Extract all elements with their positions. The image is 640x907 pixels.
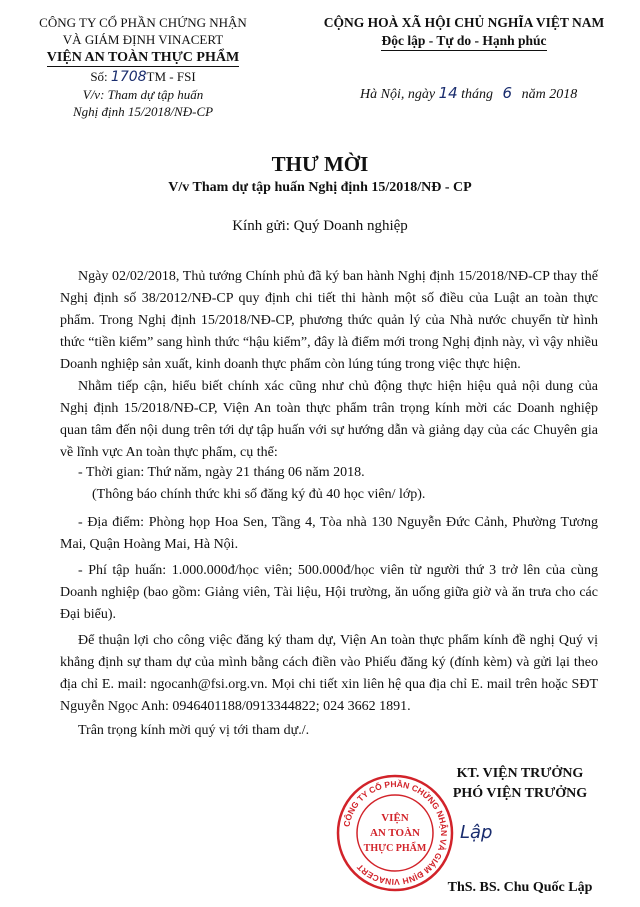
- subject-line1: V/v: Tham dự tập huấn: [82, 87, 204, 102]
- stamp-center-line3: THỰC PHẨM: [363, 843, 427, 854]
- stamp-ring-text: CÔNG TY CỔ PHẦN CHỨNG NHẬN VÀ GIÁM ĐỊNH VINACERT: [341, 778, 450, 888]
- handwritten-signature: Lập: [460, 822, 493, 843]
- header-left: [18, 14, 268, 120]
- event-time-note: (Thông báo chính thức khi số đăng ký đủ 40 học viên/ lớp).: [92, 487, 426, 502]
- paragraph-contact: Để thuận lợi cho công việc đăng ký tham dự, Viện An toàn thực phẩm kính đề nghị Quý vị khẳng định sự tham dự của mình bằng cách điền vào Phiếu đăng ký (đính kèm) và gửi lại theo địa chỉ E. mail: ngocanh@fsi.org.vn. Mọi chi tiết xin liên hệ qua địa chỉ E. mail trên hoặc SĐT Nguyễn Ngọc Anh: 0946401188/0913344822; 024 3662 1891.: [60, 633, 598, 714]
- letter-subtitle: V/v Tham dự tập huấn Nghị định 15/2018/NĐ - CP: [168, 180, 472, 195]
- company-name-line1: CÔNG TY CỔ PHẦN CHỨNG NHẬN: [39, 15, 247, 30]
- closing-line: Trân trọng kính mời quý vị tới tham dự./.: [78, 723, 310, 738]
- issue-date: [360, 84, 577, 103]
- header-right: [300, 14, 628, 51]
- greeting: Kính gửi: Quý Doanh nghiệp: [232, 218, 408, 234]
- stamp-center-line2: AN TOÀN: [369, 827, 421, 839]
- stamp-center-line1: VIỆN: [381, 812, 409, 824]
- official-stamp: [335, 773, 455, 893]
- event-venue: - Địa điểm: Phòng họp Hoa Sen, Tầng 4, Tòa nhà 130 Nguyễn Đức Cảnh, Phường Tương Mai, Quận Hoàng Mai, Hà Nội.: [60, 515, 598, 552]
- signer-name: ThS. BS. Chu Quốc Lập: [447, 880, 593, 895]
- company-name-line2: VÀ GIÁM ĐỊNH VINACERT: [62, 32, 224, 47]
- number-suffix: TM - FSI: [146, 69, 196, 84]
- signature-line2: PHÓ VIỆN TRƯỞNG: [452, 786, 588, 801]
- paragraph-purpose: Nhằm tiếp cận, hiểu biết chính xác cũng như chủ động thực hiện hiệu quả nội dung của Nghị định 15/2018/NĐ-CP, Viện An toàn thực phẩm trân trọng kính mời các Doanh nghiệp quan tâm đến nội dung trên tới dự tập huấn với sự hướng dẫn và giảng dạy của các Chuyên gia về lĩnh vực An toàn thực phẩm, cụ thể:: [60, 379, 598, 460]
- document-number: [18, 68, 268, 86]
- date-month: 6: [502, 84, 513, 102]
- number-handwritten: 1708: [110, 69, 147, 85]
- date-month-label: tháng: [461, 87, 494, 102]
- nation-name: CỘNG HOÀ XÃ HỘI CHỦ NGHĨA VIỆT NAM: [323, 15, 605, 30]
- paragraph-intro: Ngày 02/02/2018, Thủ tướng Chính phủ đã ký ban hành Nghị định 15/2018/NĐ-CP thay thế Nghị định số 38/2012/NĐ-CP quy định chi tiết thi hành một số điều của Luật an toàn thực phẩm. Trong Nghị định 15/2018/NĐ-CP, phương thức quản lý của Nhà nước chuyển từ hình thức “tiền kiểm” sang hình thức “hậu kiểm”, đây là điểm mới trong Nghị định này, vì vậy nhiều Doanh nghiệp sản xuất, kinh doanh thực phẩm còn lúng túng trong việc thực hiện.: [60, 269, 598, 372]
- institute-name: VIỆN AN TOÀN THỰC PHẨM: [46, 50, 240, 65]
- date-day: 14: [438, 84, 458, 102]
- date-year: năm 2018: [521, 87, 578, 102]
- signature-line1: KT. VIỆN TRƯỞNG: [456, 766, 584, 781]
- event-time: - Thời gian: Thứ năm, ngày 21 tháng 06 năm 2018.: [78, 465, 365, 480]
- date-prefix: Hà Nội, ngày: [360, 87, 436, 102]
- number-prefix: Số:: [90, 69, 108, 84]
- event-fee: - Phí tập huấn: 1.000.000đ/học viên; 500.000đ/học viên từ người thứ 3 trở lên của cùng Doanh nghiệp (bao gồm: Giảng viên, Tài liệu, Hội trường, ăn uống giữa giờ và ăn trưa cho các Đại biểu).: [60, 563, 598, 622]
- subject-line2: Nghị định 15/2018/NĐ-CP: [72, 104, 214, 119]
- national-motto: Độc lập - Tự do - Hạnh phúc: [381, 32, 546, 51]
- letter-title: THƯ MỜI: [271, 152, 369, 176]
